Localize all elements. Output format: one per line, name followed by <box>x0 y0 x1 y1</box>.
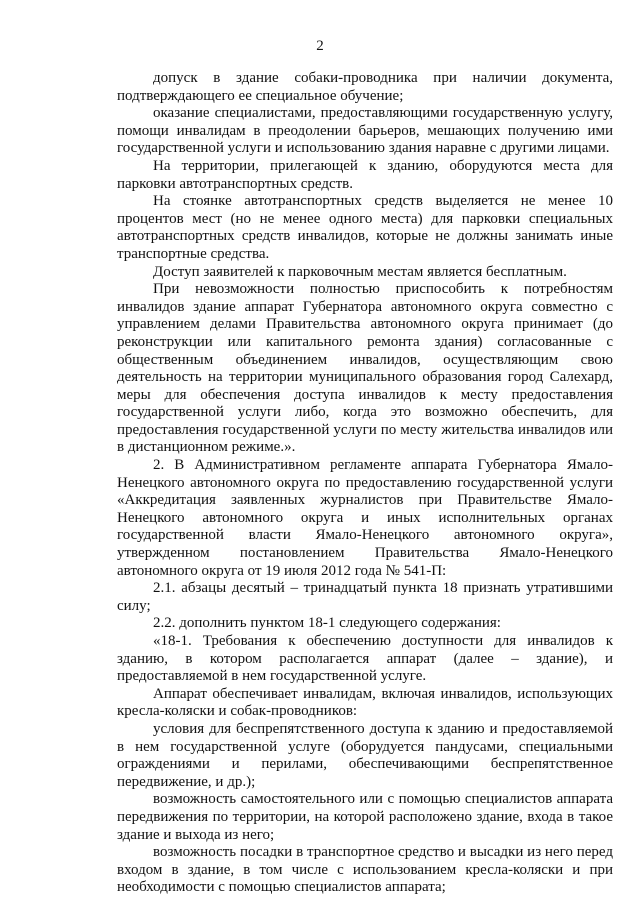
paragraph-10: «18-1. Требования к обеспечению доступности для инвалидов к зданию, в котором располагается аппарат (далее – здание), и предоставляемой в нем государственной услуге. <box>117 633 613 685</box>
paragraph-4: На стоянке автотранспортных средств выделяется не менее 10 процентов мест (но не менее одного места) для парковки специальных автотранспортных средств инвалидов, которые не должны занимать иные транспортные средства. <box>117 193 613 262</box>
paragraph-14: возможность посадки в транспортное средство и высадки из него перед входом в здание, в том числе с использованием кресла-коляски и при необходимости с помощью специалистов аппарата; <box>117 844 613 896</box>
page-number: 2 <box>316 38 324 54</box>
paragraph-7: 2. В Административном регламенте аппарата Губернатора Ямало-Ненецкого автономного округа по предоставлению государственной услуги «Аккредитация заявленных журналистов при Правительстве Ямало-Ненецкого автономного округа и иных исполнительных органах государственной власти Ямало-Ненецкого автономного округа», утвержденном постановлением Правительства Ямало-Ненецкого автономного округа от 19 июля 2012 года № 541-П: <box>117 457 613 579</box>
document-body <box>117 70 613 897</box>
paragraph-8: 2.1. абзацы десятый – тринадцатый пункта 18 признать утратившими силу; <box>117 580 613 614</box>
paragraph-5: Доступ заявителей к парковочным местам является бесплатным. <box>153 263 567 280</box>
paragraph-1: допуск в здание собаки-проводника при наличии документа, подтверждающего ее специальное обучение; <box>117 70 613 104</box>
paragraph-13: возможность самостоятельного или с помощью специалистов аппарата передвижения по территории, на которой расположено здание, входа в такое здание и выхода из него; <box>117 791 613 843</box>
paragraph-12: условия для беспрепятственного доступа к зданию и предоставляемой в нем государственной услуге (оборудуется пандусами, специальными ограждениями и перилами, обеспечивающими беспрепятственное передвижение, и др.); <box>117 720 613 790</box>
paragraph-6: При невозможности полностью приспособить к потребностям инвалидов здание аппарат Губернатора автономного округа совместно с управлением делами Правительства автономного округа принимает (до реконструкции или капитального ремонта здания) согласованные с общественным объединением инвалидов, осуществляющим свою деятельность на территории муниципального образования город Салехард, меры для обеспечения доступа инвалидов к месту предоставления государственной услуги либо, когда это возможно обеспечить, для предоставления государственной услуги по месту жительства инвалидов или в дистанционном режиме.». <box>117 281 613 456</box>
paragraph-3: На территории, прилегающей к зданию, оборудуются места для парковки автотранспортных средств. <box>117 157 613 192</box>
paragraph-11: Аппарат обеспечивает инвалидам, включая инвалидов, использующих кресла-коляски и собак-проводников: <box>117 685 613 720</box>
paragraph-9: 2.2. дополнить пунктом 18-1 следующего содержания: <box>153 615 501 632</box>
paragraph-2: оказание специалистами, предоставляющими государственную услугу, помощи инвалидам в преодолении барьеров, мешающих получению ими государственной услуги и использованию здания наравне с другими лицами. <box>117 105 613 157</box>
